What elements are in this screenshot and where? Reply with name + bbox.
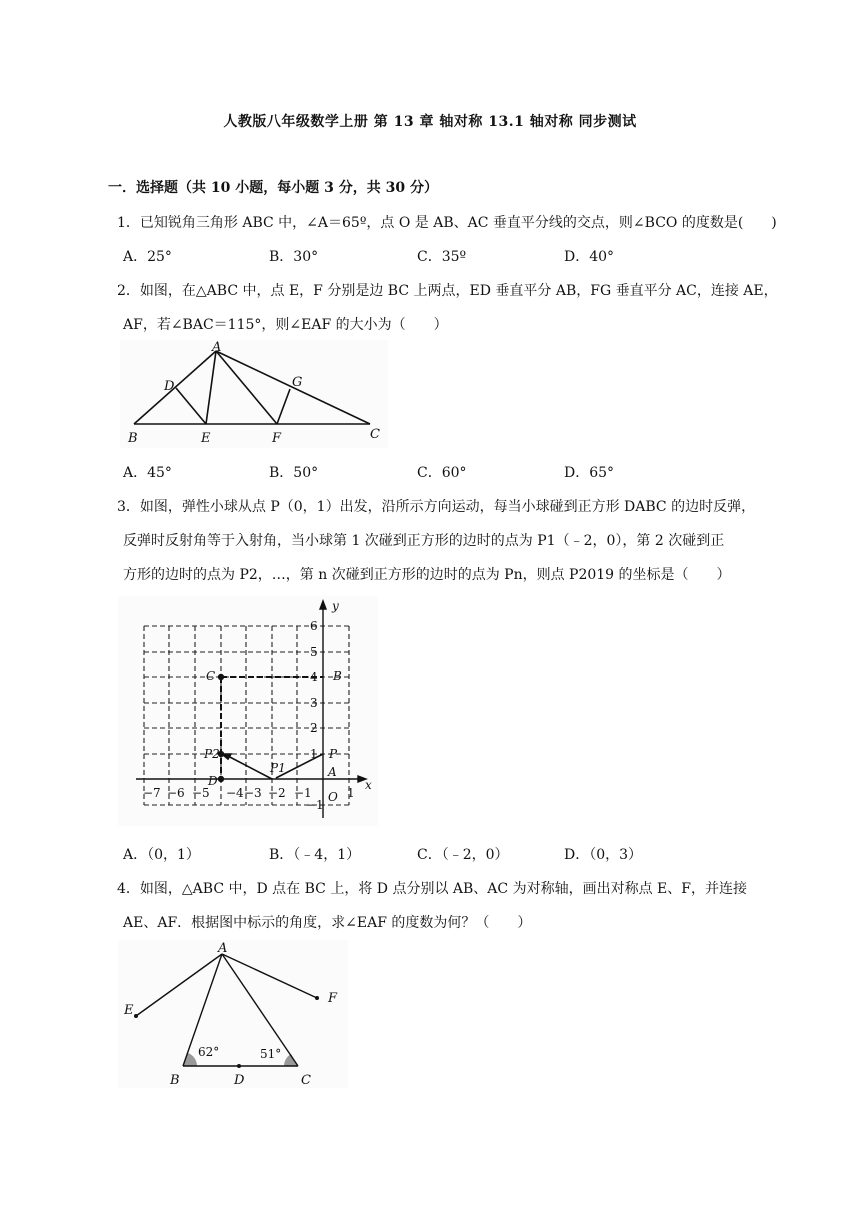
q4-angle-c-label: 51° [260, 1047, 282, 1061]
q4-label-e: E [124, 1003, 134, 1018]
q3-label-a: A [328, 765, 337, 779]
q3-tick-y-6: 6 [310, 619, 318, 633]
q4-label-d: D [234, 1073, 245, 1088]
q3-label-x: x [365, 778, 372, 792]
q4-angle-b-label: 62° [198, 1045, 220, 1059]
q3-text-line2: 反弹时反射角等于入射角，当小球第 1 次碰到正方形的边时的点为 P1（﹣2，0），第 2 次碰到正 [123, 533, 725, 549]
q3-text-line1: 3．如图，弹性小球从点 P（0，1）出发，沿所示方向运动，每当小球碰到正方形 DABC 的边时反弹， [117, 499, 756, 515]
q3-tick-y-2: 2 [310, 721, 318, 735]
q3-label-b: B [333, 669, 342, 683]
q2-label-g: G [292, 375, 303, 390]
q3-tick-y-1: 1 [310, 747, 318, 761]
q2-label-f: F [272, 431, 282, 446]
q3-tick-x-m4: −4 [226, 786, 244, 800]
q1-option-c: C．35º [417, 249, 467, 265]
q2-triangle-figure [120, 340, 388, 448]
q3-tick-x-m2: −2 [268, 786, 286, 800]
q2-text-line1: 2．如图，在△ABC 中，点 E，F 分别是边 BC 上两点，ED 垂直平分 AB，FG 垂直平分 AC，连接 AE， [117, 283, 778, 299]
q4-point-d [237, 1064, 241, 1068]
q1-option-b: B．30° [269, 249, 319, 265]
q3-tick-y-3: 3 [310, 696, 318, 710]
q3-label-p: P [329, 747, 338, 761]
q4-text-line1: 4．如图，△ABC 中，D 点在 BC 上，将 D 点分别以 AB、AC 为对称轴，画出对称点 E、F，并连接 [117, 881, 747, 897]
q2-option-a: A．45° [123, 465, 172, 481]
q4-triangle-figure [118, 940, 348, 1088]
page-title: 人教版八年级数学上册 第 13 章 轴对称 13.1 轴对称 同步测试 [223, 114, 637, 130]
q4-point-e [134, 1014, 138, 1018]
q3-tick-y-5: 5 [310, 645, 318, 659]
q4-label-c: C [301, 1073, 311, 1088]
q2-option-d: D．65° [564, 465, 615, 481]
q3-option-d: D．（0，3） [564, 847, 643, 863]
q2-text-line2: AF，若∠BAC＝115°，则∠EAF 的大小为（ ） [123, 317, 448, 333]
q3-tick-x-m1: −1 [294, 786, 312, 800]
q3-option-c: C．（﹣2，0） [417, 847, 509, 863]
q2-label-d: D [164, 379, 175, 394]
q3-tick-y-4: 4 [310, 670, 318, 684]
q3-label-y: y [332, 599, 339, 613]
q3-label-d: D [208, 774, 218, 788]
q1-option-d: D．40° [564, 249, 615, 265]
q4-label-b: B [170, 1073, 180, 1088]
q3-point-c [219, 675, 224, 680]
q3-label-p1: P1 [270, 761, 286, 775]
q4-label-f: F [328, 991, 338, 1006]
q3-option-a: A．（0，1） [123, 847, 200, 863]
q3-grid-figure [118, 596, 378, 826]
q3-tick-x-m3: −3 [244, 786, 262, 800]
q1-option-a: A．25° [123, 249, 172, 265]
q2-option-b: B．50° [269, 465, 319, 481]
q4-text-line2: AE、AF．根据图中标示的角度，求∠EAF 的度数为何？（ ） [123, 915, 532, 931]
q3-tick-x-m7: −7 [143, 786, 161, 800]
q1-text: 1．已知锐角三角形 ABC 中，∠A＝65º，点 O 是 AB、AC 垂直平分线的交点，则∠BCO 的度数是( ) [117, 215, 777, 231]
q4-label-a: A [218, 941, 228, 956]
q3-label-p2: P2 [204, 747, 220, 761]
q2-label-b: B [128, 431, 138, 446]
q3-tick-x-m6: −6 [167, 786, 185, 800]
q3-label-c: C [206, 669, 216, 683]
q3-text-line3: 方形的边时的点为 P2，…，第 n 次碰到正方形的边时的点为 Pn，则点 P2019 的坐标是（ ） [123, 567, 731, 583]
q4-point-f [315, 996, 319, 1000]
q2-label-a: A [212, 340, 222, 355]
q3-point-d [219, 777, 224, 782]
q3-tick-y-m1: −1 [306, 798, 324, 812]
q3-tick-x-m5: −5 [192, 786, 210, 800]
q2-label-c: C [370, 427, 380, 442]
q2-label-e: E [201, 431, 211, 446]
q2-option-c: C．60° [417, 465, 467, 481]
q3-tick-x-1: 1 [347, 786, 355, 800]
section-heading: 一．选择题（共 10 小题，每小题 3 分，共 30 分） [108, 180, 438, 196]
q3-label-origin: O [328, 790, 338, 804]
q3-option-b: B．（﹣4，1） [269, 847, 361, 863]
